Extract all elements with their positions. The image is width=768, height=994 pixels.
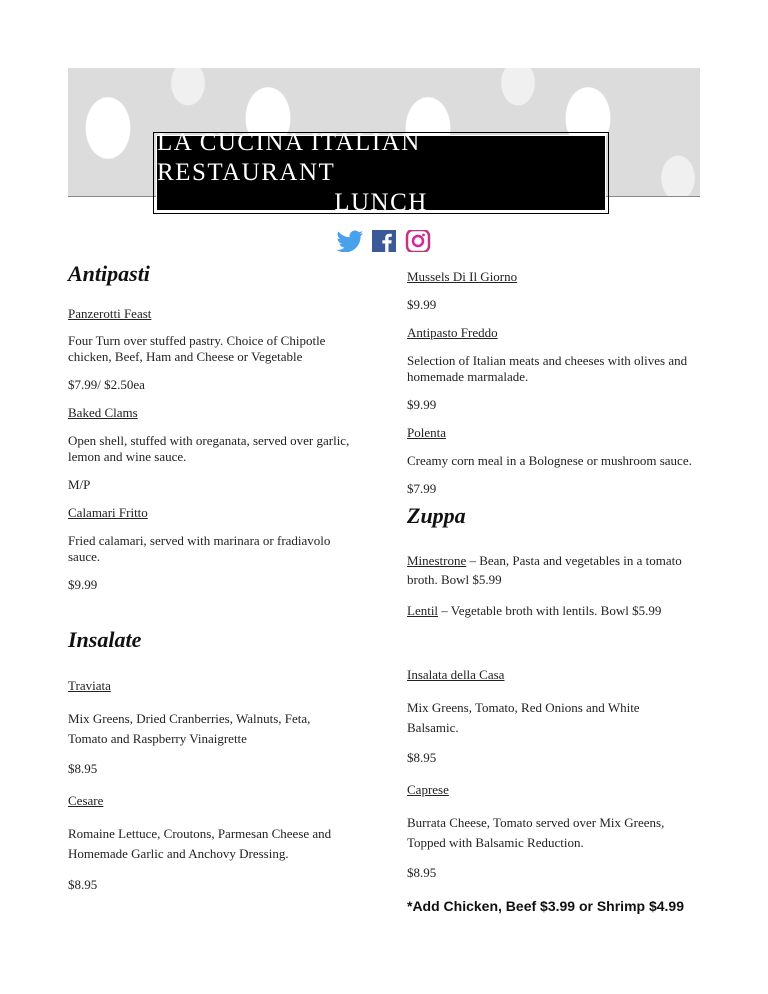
menu-item-price: $8.95 bbox=[68, 761, 98, 776]
antipasti-heading: Antipasti bbox=[68, 261, 150, 286]
menu-item-soup bbox=[407, 603, 703, 619]
menu-item-price: $7.99/ $2.50ea bbox=[68, 377, 145, 392]
menu-item-desc: Mix Greens, Dried Cranberries, Walnuts, Feta, Tomato and Raspberry Vinaigrette bbox=[68, 711, 311, 746]
menu-item-name: Caprese bbox=[407, 782, 449, 797]
facebook-icon[interactable] bbox=[370, 230, 398, 252]
menu-item-desc: Creamy corn meal in a Bolognese or mushroom sauce. bbox=[407, 453, 692, 468]
menu-item-desc: Selection of Italian meats and cheeses with olives and homemade marmalade. bbox=[407, 353, 688, 384]
menu-item-desc: Fried calamari, served with marinara or fradiavolo sauce. bbox=[68, 533, 331, 564]
menu-item-desc: – Vegetable broth with lentils. Bowl $5.99 bbox=[438, 603, 662, 618]
insalate-heading: Insalate bbox=[68, 627, 142, 652]
menu-item-name: Baked Clams bbox=[68, 405, 138, 420]
menu-item-name: Cesare bbox=[68, 793, 104, 808]
social-links bbox=[336, 230, 432, 252]
menu-item-name: Mussels Di Il Giorno bbox=[407, 269, 518, 284]
menu-item-price: $9.99 bbox=[407, 397, 437, 412]
menu-item-price: $9.99 bbox=[68, 577, 98, 592]
menu-item-desc: Romaine Lettuce, Croutons, Parmesan Cheese and Homemade Garlic and Anchovy Dressing. bbox=[68, 826, 332, 861]
menu-item-price: M/P bbox=[68, 477, 91, 492]
add-protein-note: *Add Chicken, Beef $3.99 or Shrimp $4.99 bbox=[407, 898, 684, 914]
restaurant-title: LA CUCINA ITALIAN RESTAURANT bbox=[157, 129, 421, 186]
menu-section-title: LUNCH bbox=[334, 189, 428, 216]
menu-item-price: $8.95 bbox=[68, 877, 98, 892]
menu-item-desc: – Bean, Pasta and vegetables in a tomato broth. Bowl $5.99 bbox=[407, 553, 682, 587]
menu-item-desc: Burrata Cheese, Tomato served over Mix Greens, Topped with Balsamic Reduction. bbox=[407, 815, 665, 850]
menu-item-desc: Four Turn over stuffed pastry. Choice of Chipotle chicken, Beef, Ham and Cheese or Vegetable bbox=[68, 333, 326, 364]
menu-item-price: $8.95 bbox=[407, 865, 437, 880]
menu-item-price: $8.95 bbox=[407, 750, 437, 765]
menu-item-price: $9.99 bbox=[407, 297, 437, 312]
menu-item-name: Traviata bbox=[68, 678, 111, 693]
zuppa-heading: Zuppa bbox=[407, 503, 466, 528]
menu-item-name: Lentil bbox=[407, 603, 439, 618]
menu-item-name: Calamari Fritto bbox=[68, 505, 148, 520]
menu-item-name: Antipasto Freddo bbox=[407, 325, 498, 340]
twitter-icon[interactable] bbox=[336, 230, 364, 252]
menu-item-soup bbox=[407, 551, 703, 589]
menu-item-name: Minestrone bbox=[407, 553, 467, 568]
menu-item-desc: Open shell, stuffed with oreganata, served over garlic, lemon and wine sauce. bbox=[68, 433, 350, 464]
menu-item-name: Insalata della Casa bbox=[407, 667, 505, 682]
menu-item-name: Panzerotti Feast bbox=[68, 306, 152, 321]
menu-item-desc: Mix Greens, Tomato, Red Onions and White Balsamic. bbox=[407, 700, 640, 735]
instagram-icon[interactable] bbox=[404, 230, 432, 252]
menu-item-price: $7.99 bbox=[407, 481, 437, 496]
restaurant-title-box bbox=[156, 129, 606, 216]
menu-item-name: Polenta bbox=[407, 425, 446, 440]
